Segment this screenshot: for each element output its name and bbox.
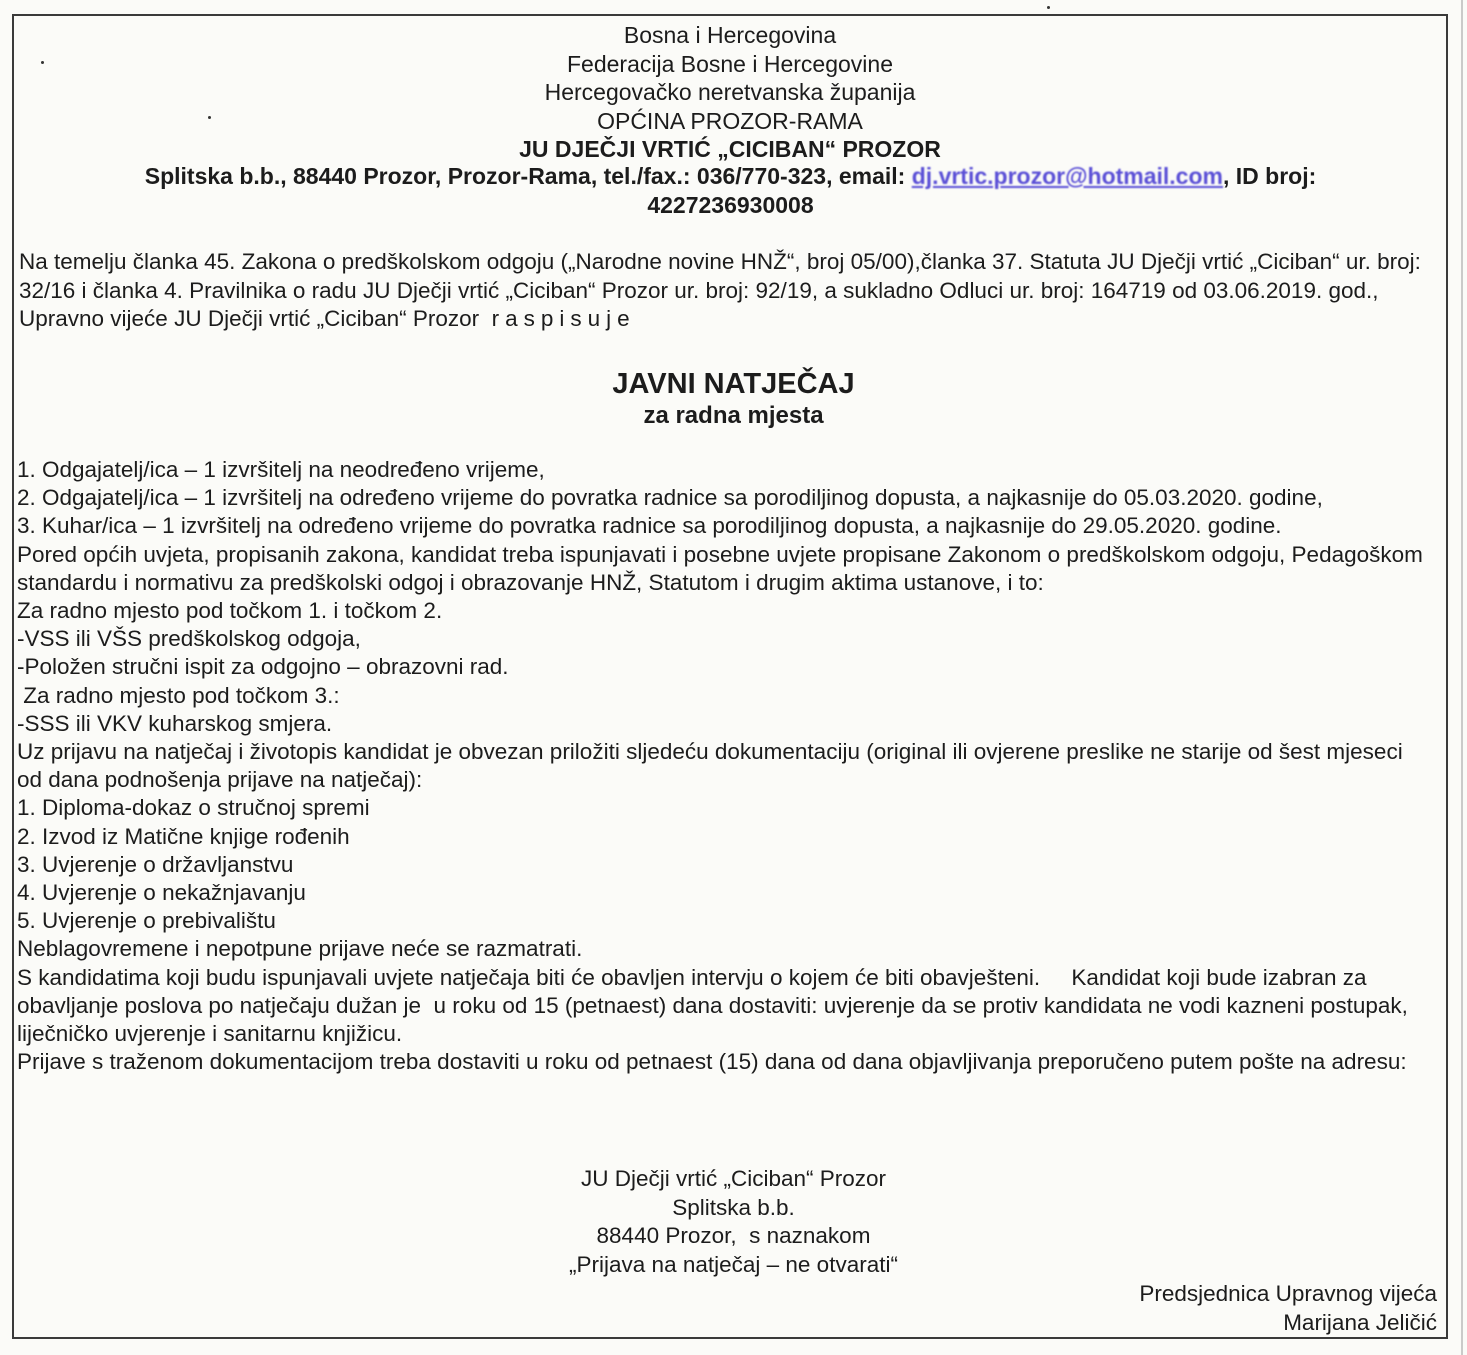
contact-email-link[interactable]: dj.vrtic.prozor@hotmail.com (911, 163, 1223, 189)
intro-text: Na temelju članka 45. Zakona o predškolskom odgoju („Narodne novine HNŽ“, broj 05/00),članka 37. Statuta JU Dječji vrtić „Ciciban“ ur. broj: 32/16 i članka 4. Pravilnika o radu JU Dječji vrtić „Ciciban“ Prozor ur. broj: 92/19, a sukladno Odluci ur. broj: 164719 od 03.06.2019. god., Upravno vijeće JU Dječji vrtić „Ciciban“ Prozor (19, 249, 1421, 331)
position-2: 2. Odgajatelj/ica – 1 izvršitelj na određeno vrijeme do povratka radnice sa porodiljinog dopusta, a najkasnije do 05.03.2020. godine, (17, 485, 1323, 511)
scan-speck (1047, 6, 1050, 9)
scan-edge (1461, 0, 1463, 1355)
document-body (17, 456, 1432, 1076)
intro-verb: raspisuje (491, 306, 636, 331)
mailing-address (0, 1165, 1467, 1279)
address-line: 88440 Prozor, s naznakom (596, 1223, 871, 1248)
document-item: 5. Uvjerenje o prebivalištu (17, 908, 276, 934)
condition-item: -Položen stručni ispit za odgojno – obrazovni rad. (17, 654, 509, 680)
scan-speck (41, 61, 44, 64)
header-country: Bosna i Hercegovina (623, 22, 837, 48)
id-label: ID broj: (1235, 163, 1317, 189)
scan-speck (208, 116, 211, 119)
header-canton: Hercegovačko neretvanska županija (544, 79, 916, 105)
document-item: 3. Uvjerenje o državljanstvu (17, 851, 294, 877)
header-federation: Federacija Bosne i Hercegovine (566, 50, 893, 77)
signature-name: Marijana Jeličić (1283, 1309, 1437, 1335)
condition-item: -SSS ili VKV kuharskog smjera. (17, 710, 333, 736)
signature-block (1139, 1280, 1437, 1337)
address-line: JU Dječji vrtić „Ciciban“ Prozor (580, 1166, 887, 1191)
conditions-heading-3: Za radno mjesto pod točkom 3.: (17, 682, 340, 708)
contact-address: Splitska b.b., 88440 Prozor, Prozor-Rama, tel./fax.: 036/770-323, email: (144, 163, 906, 189)
interview-note: S kandidatima koji budu ispunjavali uvjete natječaja biti će obavljen intervju o kojem će biti obavješteni. Kandidat koji bude izabran za obavljanje poslova po natječaju dužan je u roku od 15 (petnaest) dana dostaviti: uvjerenje da se protiv kandidata ne vodi kazneni postupak, liječničko uvjerenje i sanitarnu knjižicu. (17, 964, 1415, 1047)
document-subtitle: za radna mjesta (643, 402, 824, 429)
document-item: 2. Izvod iz Matične knjige rođenih (17, 823, 350, 849)
id-number: 4227236930008 (647, 192, 814, 218)
condition-item: -VSS ili VŠS predškolskog odgoja, (17, 626, 361, 652)
address-line: Splitska b.b. (672, 1194, 795, 1220)
document-header (20, 21, 1440, 164)
document-item: 1. Diploma-dokaz o stručnoj spremi (17, 795, 370, 821)
documents-intro: Uz prijavu na natječaj i životopis kandidat je obvezan priložiti sljedeću dokumentaciju (original ili ovjerene preslike ne starije od šest mjeseci od dana podnošenja prijave na natječaj): (17, 739, 1403, 793)
document-title: JAVNI NATJEČAJ (612, 368, 855, 400)
address-line: „Prijava na natječaj – ne otvarati“ (569, 1251, 898, 1277)
submission-note: Prijave s traženom dokumentacijom treba dostaviti u roku od petnaest (15) dana od dana objavljivanja preporučeno putem pošte na adresu: (17, 1049, 1407, 1075)
position-3: 3. Kuhar/ica – 1 izvršitelj na određeno vrijeme do povratka radnice sa porodiljinog dopusta, a najkasnije do 29.05.2020. godine. (17, 513, 1282, 539)
conditions-heading-1-2: Za radno mjesto pod točkom 1. i točkom 2. (17, 598, 443, 624)
signature-role: Predsjednica Upravnog vijeća (1139, 1281, 1437, 1306)
contact-line: Splitska b.b., 88440 Prozor, Prozor-Rama, tel./fax.: 036/770-323, email: dj.vrtic.prozor@hotmail.com, ID broj: 4227236930008 (144, 163, 1317, 218)
intro-paragraph (19, 248, 1429, 334)
header-institution: JU DJEČJI VRTIĆ „CICIBAN“ PROZOR (519, 136, 941, 162)
late-applications-note: Neblagovremene i nepotpune prijave neće se razmatrati. (17, 936, 583, 962)
header-municipality: OPĆINA PROZOR-RAMA (597, 107, 863, 134)
position-1: 1. Odgajatelj/ica – 1 izvršitelj na neodređeno vrijeme, (17, 457, 545, 482)
general-conditions: Pored općih uvjeta, propisanih zakona, kandidat treba ispunjavati i posebne uvjete propisane Zakonom o predškolskom odgoju, Pedagoškom standardu i normativu za predškolski odgoj i obrazovanje HNŽ, Statutom i drugim aktima ustanove, i to: (17, 541, 1423, 595)
document-item: 4. Uvjerenje o nekažnjavanju (17, 880, 306, 906)
